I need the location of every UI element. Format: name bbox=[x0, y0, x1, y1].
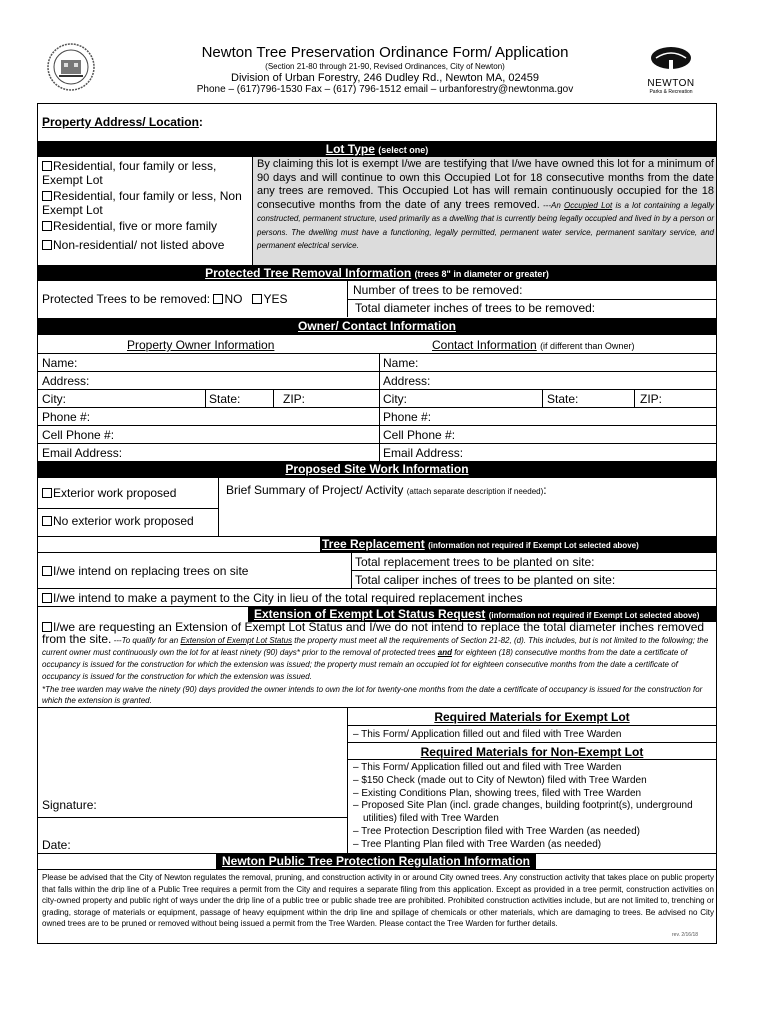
lot-type-note: (select one) bbox=[378, 145, 429, 155]
lot-type-bar bbox=[37, 141, 717, 157]
tree-logo-icon bbox=[646, 46, 696, 74]
nonexempt-material-item: – Existing Conditions Plan, showing trees, filed with Tree Warden bbox=[353, 787, 642, 799]
owner-contact-bar bbox=[37, 318, 717, 335]
contact-email-field[interactable]: Email Address: bbox=[383, 446, 464, 460]
tree-warden-waiver-note: *The tree warden may waive the ninety (90) days provided the owner intends to own the lot for twenty-one months from the date a certificate of occupancy is issued for the construction for which the extension is granted. bbox=[42, 685, 703, 705]
contact-info-heading: Contact Information bbox=[432, 338, 537, 352]
lot-option-non-exempt[interactable]: Residential, four family or less, Non Exempt Lot bbox=[42, 189, 242, 217]
lot-option-non-residential-checkbox[interactable] bbox=[42, 240, 52, 250]
extension-heading: Extension of Exempt Lot Status Request bbox=[254, 607, 486, 621]
protected-no-label: NO bbox=[224, 292, 243, 306]
protected-no-checkbox[interactable] bbox=[213, 294, 223, 304]
owner-info-heading: Property Owner Information bbox=[127, 338, 275, 352]
tree-replacement-heading: Tree Replacement bbox=[322, 537, 425, 551]
contact-info-note: (if different than Owner) bbox=[540, 341, 635, 351]
logo-subtext: Parks & Recreation bbox=[649, 89, 693, 95]
contact-phone-field[interactable]: Phone #: bbox=[383, 410, 432, 424]
exterior-work-checkbox[interactable] bbox=[42, 488, 52, 498]
owner-city-field[interactable]: City: bbox=[42, 392, 66, 406]
revision-date: rev. 2/16/18 bbox=[672, 932, 699, 938]
property-address-label: Property Address/ Location bbox=[42, 115, 199, 129]
public-tree-regulation-text: Please be advised that the City of Newton regulates the removal, pruning, and construction activity in or around City owned trees. Any construction activity that takes place on public property that falls within the drip line of a Public Tree requires a permit from the City and requires a separate filing from this application. Except as provided in a tree permit, construction activities on city-owned property and public right of ways under the drip line of a public tree or public shade tree are prohibited. Prohibited construction activities include, but are not limited to, trenching or grading, storage of materials or equipment, passage of heavy equipment within the drip line and spillage of chemicals or other materials, which are damaging to trees. Be advised no City owned trees are to be pruned or removed without being issued a permit from the Tree Warden. Please contact the Tree Warden for further details. bbox=[42, 873, 714, 928]
nonexempt-material-item: – Tree Protection Description filed with Tree Warden (as needed) bbox=[353, 825, 640, 837]
tree-replacement-note: (information not required if Exempt Lot selected above) bbox=[428, 541, 639, 550]
site-work-bar bbox=[37, 461, 717, 478]
nonexempt-materials-heading: Required Materials for Non-Exempt Lot bbox=[420, 745, 644, 759]
lot-type-heading: Lot Type bbox=[325, 142, 375, 156]
owner-state-field[interactable]: State: bbox=[209, 392, 241, 406]
form-title: Newton Tree Preservation Ordinance Form/ Application bbox=[201, 44, 569, 61]
contact-info-heading-row bbox=[432, 338, 634, 353]
site-work-heading: Proposed Site Work Information bbox=[285, 462, 469, 476]
exempt-lot-statement: By claiming this lot is exempt I/we are testifying that I/we have owned this lot for a minimum of 90 days and will continue to own this Occupied Lot for 18 consecutive months from the date any trees are removed. This Occupied Lot has will remain continuously occupied for the 18 consecutive months from the date of any trees removed. ---An Occupied Lot is a lot containing a legally constructed, permanent structure, used primarily as a dwelling that is currently being legally occupied and lived in by a person or persons. The dwelling must have a functioning, legally permitted, permanent water service, permanent sanitary service, and permanent electrical service. bbox=[257, 158, 714, 250]
owner-zip-field[interactable]: ZIP: bbox=[283, 392, 306, 406]
protected-yes-label: YES bbox=[263, 292, 288, 306]
protected-trees-question[interactable]: Protected Trees to be removed: NO YES bbox=[42, 292, 288, 306]
extension-note: (information not required if Exempt Lot selected above) bbox=[488, 611, 700, 620]
no-exterior-work-checkbox[interactable] bbox=[42, 516, 52, 526]
extension-request[interactable]: I/we are requesting an Extension of Exempt Lot Status and I/we do not intend to replace the total diameter inches removed from the site. ---To qualify for an Extension of Exempt Lot Status the property must meet all the requirements of Section 21-82, (d). This includes, but is not limited to the following; the current owner must continuously own the lot for at least ninety (90) days* prior to the removal of protected trees and for eighteen (18) consecutive months from the date a certificate of occupancy is issued for the construction for which the extension was issued; the property must remain an occupied lot for eighteen consecutive months from the date a certificate of occupancy is issued for the construction for which the extension was issued. bbox=[42, 620, 709, 681]
property-address-row[interactable] bbox=[42, 115, 203, 129]
tree-replacement-bar bbox=[320, 536, 717, 552]
replant-on-site-checkbox[interactable] bbox=[42, 566, 52, 576]
owner-email-field[interactable]: Email Address: bbox=[42, 446, 123, 460]
lot-option-exempt[interactable]: Residential, four family or less, Exempt Lot bbox=[42, 159, 217, 187]
replant-on-site-option[interactable]: I/we intend on replacing trees on site bbox=[42, 564, 248, 578]
owner-cell-field[interactable]: Cell Phone #: bbox=[42, 428, 115, 442]
property-address-colon: : bbox=[198, 115, 203, 129]
protected-removal-bar bbox=[37, 265, 717, 281]
exterior-work-option[interactable]: Exterior work proposed bbox=[42, 486, 176, 500]
public-tree-bar bbox=[216, 854, 536, 869]
payment-in-lieu-option[interactable]: I/we intend to make a payment to the City in lieu of the total required replacement inches bbox=[42, 591, 523, 605]
form-subtitle: (Section 21-80 through 21-90, Revised Ordinances, City of Newton) bbox=[265, 62, 505, 71]
owner-contact-heading: Owner/ Contact Information bbox=[297, 319, 456, 333]
owner-address-field[interactable]: Address: bbox=[42, 374, 90, 388]
contact-cell-field[interactable]: Cell Phone #: bbox=[383, 428, 456, 442]
extension-request-checkbox[interactable] bbox=[42, 622, 52, 632]
payment-in-lieu-checkbox[interactable] bbox=[42, 593, 52, 603]
division-address: Division of Urban Forestry, 246 Dudley Rd., Newton MA, 02459 bbox=[231, 72, 539, 84]
lot-option-non-residential[interactable]: Non-residential/ not listed above bbox=[42, 238, 250, 252]
date-field[interactable]: Date: bbox=[42, 838, 71, 852]
lot-option-non-exempt-checkbox[interactable] bbox=[42, 191, 52, 201]
exempt-materials-heading: Required Materials for Exempt Lot bbox=[434, 710, 630, 724]
nonexempt-material-item: – This Form/ Application filled out and filed with Tree Warden bbox=[353, 762, 622, 773]
contact-address-field[interactable]: Address: bbox=[383, 374, 431, 388]
nonexempt-material-item: – Proposed Site Plan (incl. grade changes, building footprint(s), underground bbox=[353, 800, 693, 812]
number-of-trees-field[interactable]: Number of trees to be removed: bbox=[353, 283, 523, 297]
protected-yes-checkbox[interactable] bbox=[252, 294, 262, 304]
signature-field[interactable]: Signature: bbox=[42, 798, 97, 812]
no-exterior-work-option[interactable]: No exterior work proposed bbox=[42, 514, 194, 528]
project-summary-field[interactable]: Brief Summary of Project/ Activity (attach separate description if needed): bbox=[226, 483, 547, 497]
nonexempt-material-item: utilities) filed with Tree Warden bbox=[363, 813, 499, 825]
contact-zip-field[interactable]: ZIP: bbox=[640, 392, 663, 406]
contact-name-field[interactable]: Name: bbox=[383, 356, 419, 370]
total-caliper-inches-field[interactable]: Total caliper inches of trees to be planted on site: bbox=[355, 573, 616, 587]
public-tree-heading: Newton Public Tree Protection Regulation Information bbox=[221, 854, 531, 868]
nonexempt-material-item: – $150 Check (made out to City of Newton) filed with Tree Warden bbox=[353, 774, 647, 786]
lot-option-exempt-checkbox[interactable] bbox=[42, 161, 52, 171]
protected-removal-heading: Protected Tree Removal Information bbox=[205, 266, 412, 280]
exempt-material-item: – This Form/ Application filled out and filed with Tree Warden bbox=[353, 729, 622, 740]
lot-option-five-family[interactable]: Residential, five or more family bbox=[42, 219, 250, 233]
newton-parks-logo bbox=[646, 46, 696, 95]
nonexempt-material-item: – Tree Planting Plan filed with Tree Warden (as needed) bbox=[353, 838, 602, 850]
owner-name-field[interactable]: Name: bbox=[42, 356, 78, 370]
nonexempt-materials-list bbox=[353, 762, 715, 852]
contact-state-field[interactable]: State: bbox=[547, 392, 579, 406]
lot-option-five-family-checkbox[interactable] bbox=[42, 221, 52, 231]
protected-removal-note: (trees 8" in diameter or greater) bbox=[414, 269, 549, 279]
contact-city-field[interactable]: City: bbox=[383, 392, 407, 406]
logo-text: NEWTON bbox=[647, 78, 695, 89]
total-diameter-field[interactable]: Total diameter inches of trees to be removed: bbox=[355, 301, 596, 315]
contact-line: Phone – (617)796-1530 Fax – (617) 796-1512 email – urbanforestry@newtonma.gov bbox=[196, 84, 574, 95]
total-replacement-trees-field[interactable]: Total replacement trees to be planted on site: bbox=[355, 555, 595, 569]
owner-phone-field[interactable]: Phone #: bbox=[42, 410, 91, 424]
